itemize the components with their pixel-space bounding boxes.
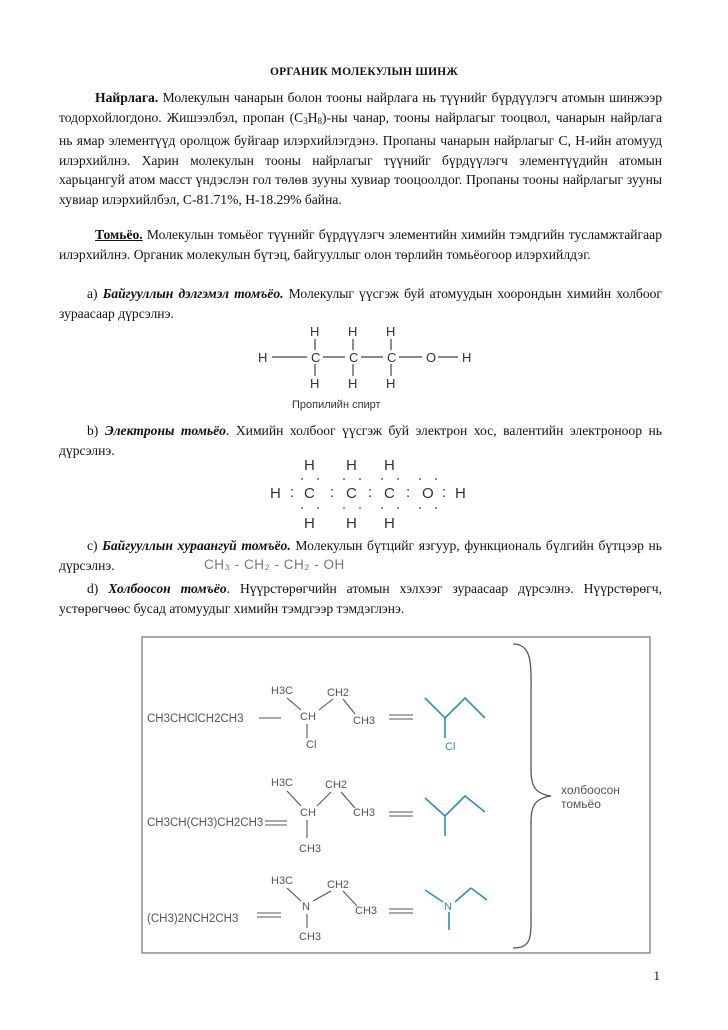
brace-label-line-2: томьёо xyxy=(561,797,601,811)
svg-text:H: H xyxy=(348,324,358,339)
svg-text:C: C xyxy=(346,485,357,502)
svg-text:CH3CHClCH2CH3: CH3CHClCH2CH3 xyxy=(147,713,244,725)
svg-text:H: H xyxy=(346,457,357,474)
svg-text:CH2: CH2 xyxy=(325,779,348,791)
svg-text:H: H xyxy=(386,324,396,339)
svg-text:H: H xyxy=(462,350,472,365)
figure-caption: Пропилийн спирт xyxy=(292,399,381,411)
svg-text:H3C: H3C xyxy=(271,875,294,887)
svg-text:CH3CH(CH3)CH2CH3: CH3CH(CH3)CH2CH3 xyxy=(147,817,264,829)
svg-text::: : xyxy=(442,484,447,501)
formula-heading: Томьёо. xyxy=(95,227,143,242)
svg-text:(CH3)2NCH2CH3: (CH3)2NCH2CH3 xyxy=(147,913,239,925)
svg-text:Cl: Cl xyxy=(306,739,317,751)
electron-dot-formula xyxy=(262,450,478,534)
svg-text:CH2: CH2 xyxy=(327,687,350,699)
svg-text::: : xyxy=(368,484,373,501)
propanol-structural-formula xyxy=(250,322,480,414)
svg-text:CH: CH xyxy=(300,711,316,723)
item-b-heading: Электроны томьёо xyxy=(104,423,226,438)
svg-text:H: H xyxy=(348,376,358,391)
svg-text:N: N xyxy=(302,901,310,913)
svg-text:N: N xyxy=(444,901,452,913)
svg-text:H: H xyxy=(386,376,396,391)
svg-text:H3C: H3C xyxy=(271,777,294,789)
svg-text:H: H xyxy=(346,515,357,532)
svg-text:CH3: CH3 xyxy=(355,905,378,917)
svg-text:CH: CH xyxy=(300,807,316,819)
svg-text:H: H xyxy=(384,515,395,532)
svg-text::: : xyxy=(330,484,335,501)
svg-text:H: H xyxy=(304,457,315,474)
svg-text:C: C xyxy=(384,485,395,502)
svg-text:C: C xyxy=(311,350,321,365)
svg-text:H: H xyxy=(310,376,320,391)
item-d-heading: Холбоосон томъёо xyxy=(108,581,227,596)
brace-label-line-1: холбоосон xyxy=(561,783,620,797)
svg-text:O: O xyxy=(426,350,437,365)
svg-text:H: H xyxy=(304,515,315,532)
svg-text:H: H xyxy=(258,350,268,365)
item-a-heading: Байгууллын дэлгэмэл томъёо. xyxy=(102,286,284,301)
paragraph-item-b: b) Электроны томьёо. Химийн холбоог үүсгэж буй электрон хос, валентийн электроноор нь дүрсэлнэ. xyxy=(59,423,662,458)
svg-text:CH3: CH3 xyxy=(299,931,322,943)
svg-text:C: C xyxy=(304,485,315,502)
svg-text:H: H xyxy=(384,457,395,474)
page-number: 1 xyxy=(653,968,660,983)
condensed-formula-propanol: CH₃ - CH₂ - CH₂ - OH xyxy=(204,557,345,572)
paragraph-item-c: c) Байгууллын хураангуй томъёо. Молекулын бүтцийг язгуур, функциональ бүлгийн бүтцээр нь дүрсэлнэ. xyxy=(59,538,662,573)
paragraph-item-a: a) Байгууллын дэлгэмэл томъёо. Молекулыг үүсгэж буй атомуудын хоорондын химийн холбоог зураасаар дүрсэлнэ. xyxy=(59,286,662,321)
svg-text:CH3: CH3 xyxy=(353,807,376,819)
item-c-heading: Байгууллын хураангуй томъёо. xyxy=(102,538,291,553)
composition-heading: Найрлага. xyxy=(95,90,159,105)
svg-text:H: H xyxy=(270,485,281,502)
svg-text:C: C xyxy=(349,350,359,365)
paragraph-formula: Томьёо. Молекулын томьёог түүнийг бүрдүүлэгч элементийн химийн тэмдгийн тусламжтайгаар илэрхийлнэ. Органик молекулын бүтэц, байгууллыг олон төрлийн томьёогоор илэрхийлдэг. xyxy=(59,227,662,262)
svg-text:CH3: CH3 xyxy=(353,715,376,727)
svg-text:CH2: CH2 xyxy=(327,879,350,891)
svg-text:Cl: Cl xyxy=(445,741,456,753)
svg-text::: : xyxy=(406,484,411,501)
paragraph-composition: Найрлага. Молекулын чанарын болон тооны найрлага нь түүнийг бүрдүүлэгч атомын шинжээр тодорхойлогдоно. Жишээлбэл, пропан $(C_3H_8)-ны$ чанар, тооны найрлагыг тооцвол, чанарын найрлага нь ямар элементүүд оролцож буйгаар илэрхийлэгдэнэ. Пропаны чанарын найрлагыг C, H-ийн атомууд илэрхийлнэ. Харин молекулын тооны найрлагыг түүнийг бүрдүүлэгч элементүүдийн атомын харьцангуй атом масст үндэслэн гол төлөв зууны хувиар тооцоолдог. Пропаны тооны найрлагыг зууны хувиар илэрхийлбэл, C-81.71%, H-18.29% байна. xyxy=(59,90,662,207)
svg-text:CH3: CH3 xyxy=(299,843,322,855)
formula-comparison-figure xyxy=(141,636,651,954)
paragraph-item-d: d) Холбоосон томъёо. Нүүрстөрөгчийн атомын хэлхээг зураасаар дүрсэлнэ. Нүүрстөрөгч, устөрөгчөөс бусад атомуудыг химийн тэмдгээр тэмдэглэнэ. xyxy=(59,581,662,616)
svg-text:H: H xyxy=(455,485,466,502)
atom-h: H xyxy=(310,324,320,339)
svg-text:O: O xyxy=(422,485,434,502)
svg-text::: : xyxy=(290,484,295,501)
svg-text:C: C xyxy=(387,350,397,365)
svg-text:H3C: H3C xyxy=(271,685,294,697)
page-title: ОРГАНИК МОЛЕКУЛЫН ШИНЖ xyxy=(270,66,458,78)
